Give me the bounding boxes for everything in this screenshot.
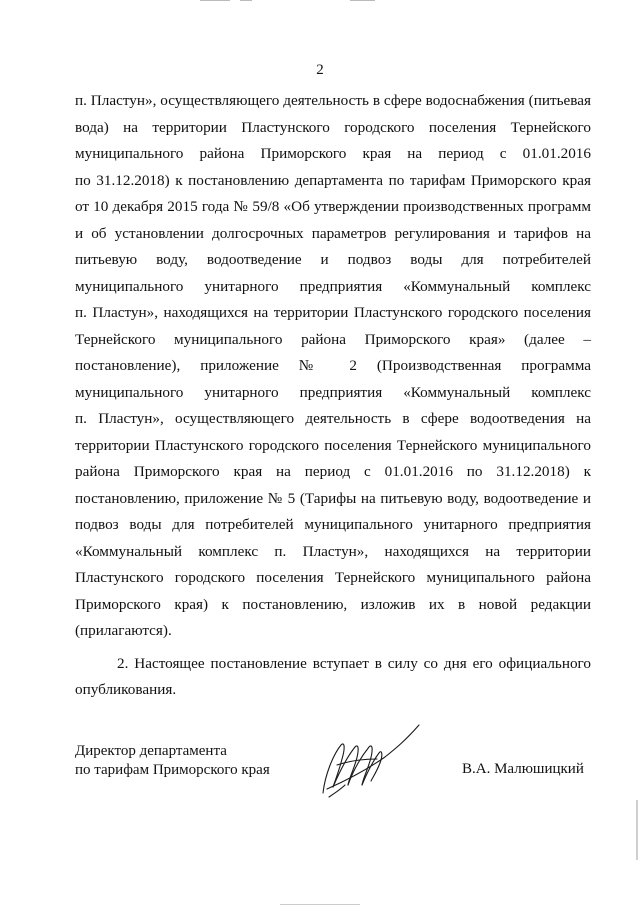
text-line: питьевую воду, водоотведение и подвоз воды для потребителей	[75, 251, 591, 268]
signatory-name: В.А. Малюшицкий	[462, 761, 584, 777]
paragraph-1	[75, 88, 591, 645]
text-line: подвоз воды для потребителей муниципального унитарного предприятия	[75, 516, 591, 533]
text-line: (прилагаются).	[75, 622, 172, 639]
text-line: вода) на территории Пластунского городского поселения Тернейского	[75, 118, 591, 136]
signatory-position-line-2: по тарифам Приморского края	[75, 762, 270, 778]
text-line: п. Пластун», находящихся на территории Пластунского городского поселения	[75, 304, 591, 321]
handwritten-signature	[315, 715, 425, 805]
signatory-position-line-1: Директор департамента	[75, 743, 227, 759]
text-line: муниципального унитарного предприятия «Коммунальный комплекс	[75, 277, 591, 295]
text-line: постановление), приложение № 2 (Производственная программа	[75, 357, 591, 374]
text-line: от 10 декабря 2015 года № 59/8 «Об утверждении производственных программ	[75, 198, 591, 215]
text-line: п. Пластун», осуществляющего деятельность в сфере водоснабжения (питьевая	[75, 92, 591, 109]
page-number: 2	[316, 62, 324, 78]
body-text	[75, 88, 591, 704]
text-line: по 31.12.2018) к постановлению департамента по тарифам Приморского края	[75, 171, 591, 189]
text-line: и об установлении долгосрочных параметров регулирования и тарифов на	[75, 224, 591, 242]
scan-artifact-top	[200, 0, 380, 2]
text-line: Тернейского муниципального района Приморского края» (далее –	[75, 330, 591, 348]
scan-artifact-right	[636, 800, 638, 860]
text-line: муниципального унитарного предприятия «Коммунальный комплекс	[75, 383, 591, 401]
text-line: Приморского края) к постановлению, изложив их в новой редакции	[75, 595, 591, 613]
text-line: района Приморского края на период с 01.01.2016 по 31.12.2018) к	[75, 463, 591, 480]
paragraph-2	[75, 651, 591, 704]
text-line: опубликования.	[75, 681, 177, 698]
text-line: территории Пластунского городского поселения Тернейского муниципального	[75, 436, 591, 454]
text-line: постановлению, приложение № 5 (Тарифы на питьевую воду, водоотведение и	[75, 489, 591, 507]
text-line: 2. Настоящее постановление вступает в силу со дня его официального	[117, 654, 591, 672]
signatory-position	[75, 742, 270, 780]
text-line: Пластунского городского поселения Тернейского муниципального района	[75, 569, 591, 586]
text-line: «Коммунальный комплекс п. Пластун», находящихся на территории	[75, 542, 591, 560]
text-line: п. Пластун», осуществляющего деятельность в сфере водоотведения на	[75, 410, 591, 427]
text-line: муниципального района Приморского края на период с 01.01.2016	[75, 145, 591, 162]
